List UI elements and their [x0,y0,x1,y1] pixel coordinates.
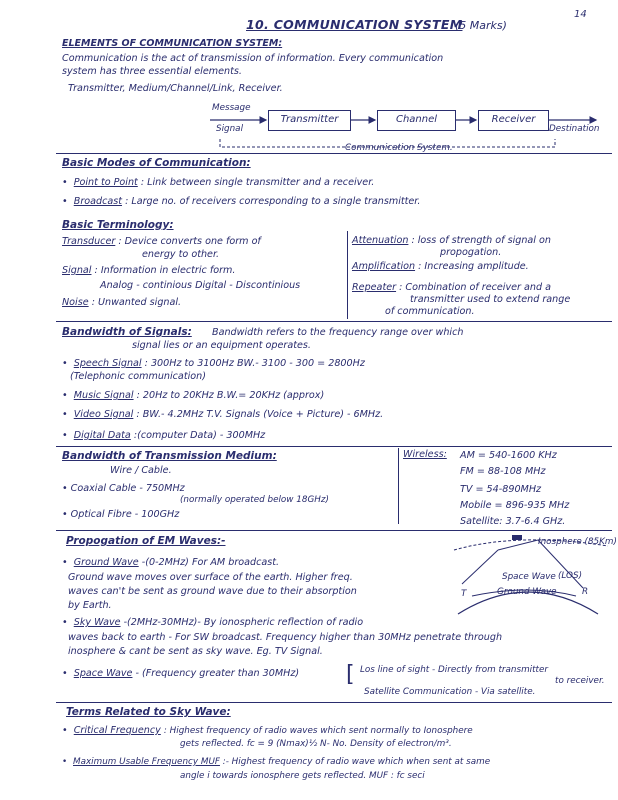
ground-wave-row [62,557,279,569]
noise-term: Noise [62,297,89,308]
muf-row [62,757,490,768]
destination-label: Destination [549,124,600,134]
digital-data-row [62,430,265,442]
space-desc: - (Frequency greater than 30MHz) [135,668,300,679]
divider [56,153,612,154]
space-wave-row [62,668,299,680]
mode-desc: : Link between single transmitter and a receiver. [140,177,375,188]
elements-line-2: system has three essential elements. [62,66,242,77]
speech-term: Speech Signal [73,358,142,369]
wireless-item: Satellite: 3.7-6.4 GHz. [460,516,566,527]
transmitter-block: Transmitter [268,110,351,131]
optical-row: • Optical Fibre - 100GHz [62,509,179,521]
music-desc: : 20Hz to 20KHz B.W.= 20KHz (approx) [136,390,325,401]
signal-types: Analog - continious Digital - Discontinious [100,280,301,291]
transducer-term: Transducer [62,236,116,247]
space-term: Space Wave [73,668,133,679]
bandwidth-intro-2: signal lies or an equipment operates. [132,340,311,351]
space-option-los: Los line of sight - Directly from transmitter [360,665,549,675]
muf-desc: :- Highest frequency of radio wave which when sent at same [222,757,491,767]
signal-term: Signal [62,265,92,276]
transducer-desc: : Device converts one form of [118,236,261,247]
video-signal-row [62,409,383,421]
message-label: Message [212,103,251,113]
space-option-los-2: to receiver. [555,676,605,686]
critical-term: Critical Frequency [73,725,161,736]
elements-line-3: Transmitter, Medium/Channel/Link, Receiver. [68,83,283,94]
ionosphere-label: Inosphere (85Km) [538,537,617,547]
sky-wave-row [62,617,363,629]
ground-wave-label: Ground Wave [497,587,557,597]
amplification-term: Amplification [352,261,416,272]
critical-desc: : Highest frequency of radio waves which sent normally to Ionosphere [163,726,473,736]
digital-term: Digital Data [73,430,131,441]
repeater-term: Repeater [352,282,397,293]
music-term: Music Signal [73,390,134,401]
space-wave-bracket: [ [346,662,355,687]
noise-desc: : Unwanted signal. [91,297,182,308]
sky-desc: -(2MHz-30MHz)- By ionospheric reflection of radio [123,617,364,628]
divider [56,702,612,703]
transducer-desc-2: energy to other. [142,249,220,260]
repeater-desc-3: of communication. [385,306,475,317]
divider [56,530,612,531]
divider [56,321,612,322]
column-divider [347,231,348,319]
signal-row [62,265,235,277]
receiver-r-label: R [582,587,589,597]
signal-desc: : Information in electric form. [94,265,236,276]
receiver-block: Receiver [478,110,549,131]
mode-item-point-to-point [62,177,374,189]
critical-desc-2: gets reflected. fc = 9 (Nmax)½ N- No. Density of electron/m³. [180,739,452,749]
ground-line-2: Ground wave moves over surface of the earth. Higher freq. [68,572,353,583]
coaxial-row: • Coaxial Cable - 750MHz [62,483,185,495]
coaxial-note: (normally operated below 18GHz) [180,495,329,505]
mode-term: Point to Point [73,177,138,188]
bandwidth-intro-1: Bandwidth refers to the frequency range over which [212,327,464,338]
amplification-desc: : Increasing amplitude. [418,261,529,272]
speech-signal-row [62,358,365,370]
speech-note: (Telephonic communication) [70,371,206,382]
video-term: Video Signal [73,409,134,420]
noise-row [62,297,181,309]
digital-desc: :(computer Data) - 300MHz [133,430,266,441]
video-desc: : BW.- 4.2MHz T.V. Signals (Voice + Picture) - 6MHz. [136,409,384,420]
space-wave-label: Space Wave [502,572,556,582]
muf-desc-2: angle i towards ionosphere gets reflected. MUF : fc seci [180,771,425,781]
page-title: 10. COMMUNICATION SYSTEM [246,17,463,32]
transmission-heading: Bandwidth of Transmission Medium: [62,450,277,462]
propagation-heading: Propogation of EM Waves:- [66,535,226,547]
repeater-row [352,282,551,294]
mode-item-broadcast [62,196,420,208]
transmitter-t-label: T [461,589,467,599]
wireless-item: Mobile = 896-935 MHz [460,500,570,511]
ground-term: Ground Wave [73,557,139,568]
music-signal-row [62,390,324,402]
ground-line-3: waves can't be sent as ground wave due to their absorption [68,586,357,597]
elements-line-1: Communication is the act of transmission of information. Every communication [62,53,444,64]
mode-term: Broadcast [73,196,123,207]
attenuation-row [352,235,551,247]
mode-desc: : Large no. of receivers corresponding to a single transmitter. [125,196,421,207]
elements-heading: ELEMENTS OF COMMUNICATION SYSTEM: [62,38,283,49]
marks-label: (5 Marks) [455,19,507,32]
column-divider [398,448,399,524]
wireless-item: AM = 540-1600 KHz [460,450,557,461]
sky-term: Sky Wave [73,617,121,628]
modes-heading: Basic Modes of Communication: [62,157,251,169]
space-option-satellite: Satellite Communication - Via satellite. [364,687,536,697]
attenuation-term: Attenuation [352,235,409,246]
muf-term: Maximum Usable Frequency MUF [73,757,220,767]
attenuation-desc: : loss of strength of signal on [411,235,551,246]
bandwidth-signals-heading: Bandwidth of Signals: [62,326,192,338]
wire-heading: Wire / Cable. [110,465,172,476]
attenuation-desc-2: propogation. [440,247,502,258]
channel-block: Channel [377,110,456,131]
speech-desc: : 300Hz to 3100Hz BW.- 3100 - 300 = 2800Hz [144,358,365,369]
ground-desc: -(0-2MHz) For AM broadcast. [141,557,280,568]
diagram-caption: Communication System. [345,143,453,153]
wireless-item: TV = 54-890MHz [460,484,542,495]
amplification-row [352,261,529,273]
transducer-row [62,236,261,248]
divider [56,446,612,447]
ground-line-4: by Earth. [68,600,112,611]
signal-label: Signal [216,124,244,134]
sky-terms-heading: Terms Related to Sky Wave: [66,706,231,718]
repeater-desc: : Combination of receiver and a [399,282,551,293]
wireless-heading: Wireless: [403,449,447,460]
sky-line-2: waves back to earth - For SW broadcast. Frequency higher than 30MHz penetrate through [68,632,503,643]
los-label: (LOS) [558,571,583,581]
terminology-heading: Basic Terminology: [62,219,174,231]
repeater-desc-2: transmitter used to extend range [410,294,571,305]
wireless-item: FM = 88-108 MHz [460,466,546,477]
sky-line-3: inosphere & cant be sent as sky wave. Eg. TV Signal. [68,646,323,657]
critical-frequency-row [62,725,473,737]
page-number: 14 [574,9,587,20]
